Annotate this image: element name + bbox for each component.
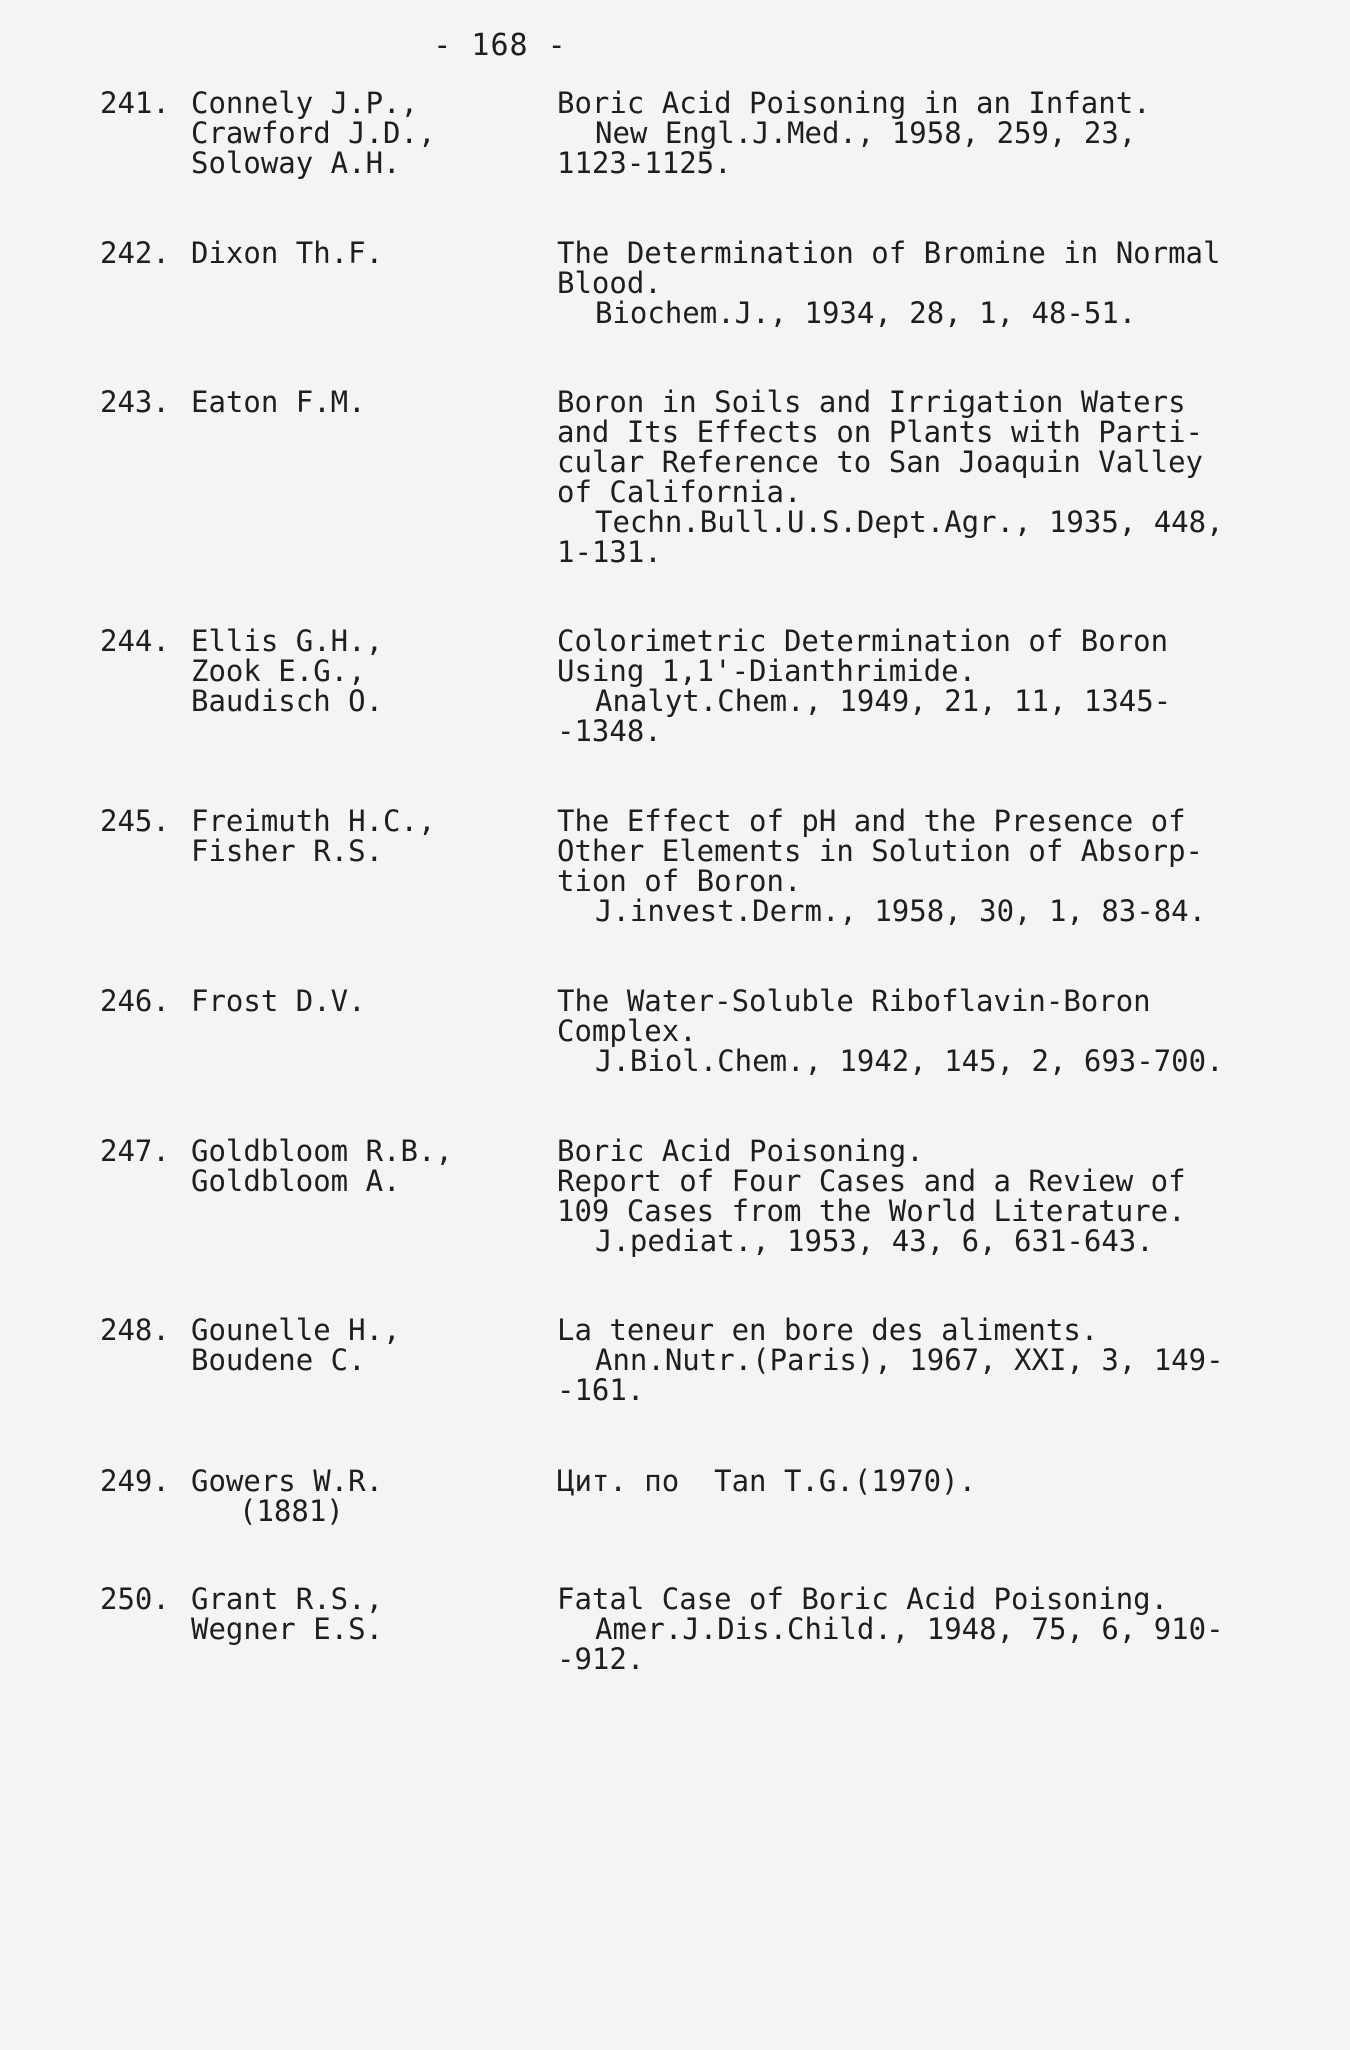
author-name: Baudisch O. — [191, 684, 384, 718]
reference-title-line: Цит. по Tan T.G.(1970). — [557, 1464, 977, 1498]
entry-number: 250. — [100, 1582, 170, 1616]
reference-citation-line: Techn.Bull.U.S.Dept.Agr., 1935, 448, — [595, 505, 1224, 539]
reference-citation-line: Amer.J.Dis.Child., 1948, 75, 6, 910- — [595, 1612, 1224, 1646]
reference-title-line: The Water-Soluble Riboflavin-Boron — [557, 984, 1151, 1018]
author-name: Zook E.G., — [191, 654, 366, 688]
author-name: Crawford J.D., — [191, 116, 436, 150]
entry-authors — [191, 88, 435, 178]
author-name: Connely J.P., — [191, 86, 418, 120]
entry-reference — [557, 1136, 1257, 1256]
entry-number: 248. — [100, 1313, 170, 1347]
author-year: (1881) — [239, 1494, 344, 1528]
reference-title-line: Blood. — [557, 266, 662, 300]
reference-title-line: Using 1,1'-Dianthrimide. — [557, 654, 977, 688]
entry-authors — [191, 1584, 383, 1644]
reference-title-line: The Determination of Bromine in Normal — [557, 236, 1221, 270]
entry-authors — [191, 986, 366, 1016]
entry-number: 243. — [100, 385, 170, 419]
entry-authors — [191, 1136, 453, 1196]
entry-reference — [557, 238, 1257, 328]
author-name: Goldbloom A. — [191, 1164, 401, 1198]
reference-title-line: tion of Boron. — [557, 864, 802, 898]
entry-number: 246. — [100, 984, 170, 1018]
reference-title-line: La teneur en bore des aliments. — [557, 1313, 1099, 1347]
entry-reference — [557, 1584, 1257, 1674]
entry-number: 244. — [100, 624, 170, 658]
reference-citation-line: J.invest.Derm., 1958, 30, 1, 83-84. — [595, 894, 1207, 928]
author-name: Soloway A.H. — [191, 146, 401, 180]
entry-reference — [557, 806, 1257, 926]
reference-title-line: Fatal Case of Boric Acid Poisoning. — [557, 1582, 1169, 1616]
author-name: Gounelle H., — [191, 1313, 401, 1347]
entry-number: 241. — [100, 86, 170, 120]
reference-citation-line: Biochem.J., 1934, 28, 1, 48-51. — [595, 296, 1137, 330]
author-name: Ellis G.H., — [191, 624, 384, 658]
author-name: Boudene C. — [191, 1343, 366, 1377]
reference-title-line: Boric Acid Poisoning in an Infant. — [557, 86, 1151, 120]
entry-reference — [557, 626, 1257, 746]
reference-title-line: Other Elements in Solution of Absorp- — [557, 834, 1204, 868]
author-name: Fisher R.S. — [191, 834, 384, 868]
author-name: Frost D.V. — [191, 984, 366, 1018]
author-name: Goldbloom R.B., — [191, 1134, 453, 1168]
reference-citation-line: Analyt.Chem., 1949, 21, 11, 1345- — [595, 684, 1172, 718]
reference-pages-line: -1348. — [557, 714, 662, 748]
author-name: Dixon Th.F. — [191, 236, 384, 270]
entry-reference — [557, 986, 1257, 1076]
entry-authors — [191, 806, 435, 866]
author-name: Gowers W.R. — [191, 1464, 384, 1498]
reference-title-line: The Effect of pH and the Presence of — [557, 804, 1186, 838]
entry-number: 245. — [100, 804, 170, 838]
reference-citation-line: J.Biol.Chem., 1942, 145, 2, 693-700. — [595, 1044, 1224, 1078]
reference-title-line: of California. — [557, 475, 802, 509]
reference-citation-line: J.pediat., 1953, 43, 6, 631-643. — [595, 1224, 1154, 1258]
reference-citation-line: New Engl.J.Med., 1958, 259, 23, — [595, 116, 1137, 150]
reference-title-line: Report of Four Cases and a Review of — [557, 1164, 1186, 1198]
reference-pages-line: 1123-1125. — [557, 146, 732, 180]
entry-authors — [191, 1315, 401, 1375]
reference-citation-line: Ann.Nutr.(Paris), 1967, XXI, 3, 149- — [595, 1343, 1224, 1377]
reference-title-line: Boron in Soils and Irrigation Waters — [557, 385, 1186, 419]
entry-reference — [557, 1315, 1257, 1405]
reference-pages-line: -912. — [557, 1642, 645, 1676]
entry-reference — [557, 1466, 1257, 1496]
entry-reference — [557, 387, 1257, 567]
reference-title-line: cular Reference to San Joaquin Valley — [557, 445, 1204, 479]
entry-reference — [557, 88, 1257, 178]
author-name: Eaton F.M. — [191, 385, 366, 419]
entry-authors — [191, 387, 366, 417]
author-name: Wegner E.S. — [191, 1612, 384, 1646]
reference-title-line: and Its Effects on Plants with Parti- — [557, 415, 1204, 449]
reference-pages-line: 1-131. — [557, 535, 662, 569]
author-name: Freimuth H.C., — [191, 804, 436, 838]
reference-pages-line: -161. — [557, 1373, 645, 1407]
entry-authors — [191, 626, 383, 716]
page-number: - 168 - — [433, 28, 567, 63]
entry-authors — [191, 238, 383, 268]
entry-number: 249. — [100, 1464, 170, 1498]
entry-number: 242. — [100, 236, 170, 270]
entry-number: 247. — [100, 1134, 170, 1168]
entry-authors — [191, 1466, 383, 1526]
author-name: Grant R.S., — [191, 1582, 384, 1616]
reference-title-line: Colorimetric Determination of Boron — [557, 624, 1169, 658]
reference-title-line: 109 Cases from the World Literature. — [557, 1194, 1186, 1228]
reference-title-line: Complex. — [557, 1014, 697, 1048]
reference-title-line: Boric Acid Poisoning. — [557, 1134, 924, 1168]
